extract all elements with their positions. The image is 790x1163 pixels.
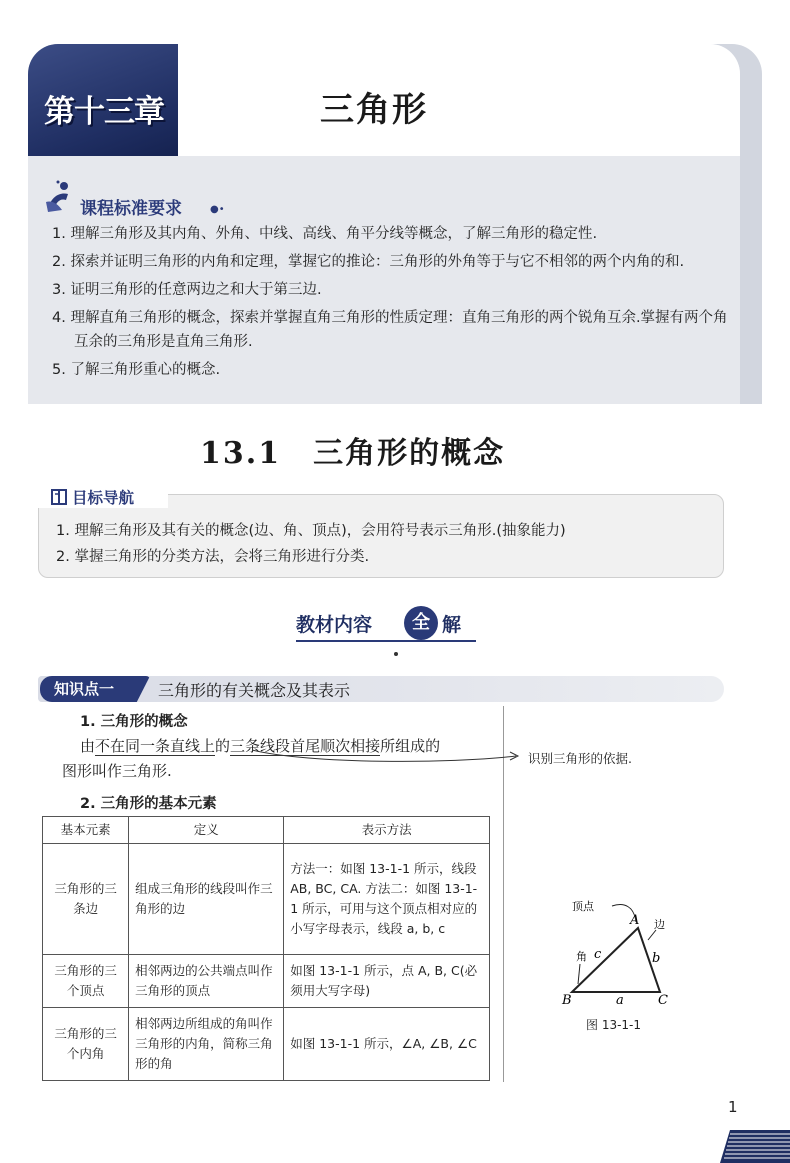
objectives-item: 1. 理解三角形及其有关的概念(边、角、顶点)，会用符号表示三角形.(抽象能力) — [56, 523, 566, 539]
annotation-arrow — [250, 746, 530, 774]
definition-text: 的 — [215, 737, 231, 755]
section-title: 13.1 三角形的概念 — [200, 436, 506, 471]
figure-caption: 图 13-1-1 — [586, 1018, 642, 1032]
table-header: 基本元素 — [43, 817, 129, 844]
side-c-label: c — [594, 947, 602, 962]
chapter-title: 三角形 — [320, 90, 428, 130]
objectives-item: 2. 掌握三角形的分类方法，会将三角形进行分类. — [56, 549, 370, 565]
table-cell: 方法一：如图 13-1-1 所示，线段 AB, BC, CA. 方法二：如图 13-1-1 所示，可用与这个顶点相对应的小写字母表示，线段 a, b, c — [284, 844, 490, 955]
side-callout-arrow — [648, 930, 656, 940]
side-a-label: a — [616, 993, 624, 1008]
side-callout-label: 边 — [654, 918, 665, 931]
table-cell: 三角形的三条边 — [43, 844, 129, 955]
table-cell: 三角形的三个内角 — [43, 1008, 129, 1081]
table-header-row — [43, 817, 490, 844]
elements-table — [42, 816, 490, 1081]
table-cell: 如图 13-1-1 所示，∠A, ∠B, ∠C — [284, 1008, 490, 1081]
definition-keyword: 三条线段 — [230, 737, 291, 755]
standards-item: 4. 理解直角三角形的概念，探索并掌握直角三角形的性质定理：直角三角形的两个锐角互余.掌握有两个角互余的三角形是直角三角形. — [52, 310, 728, 350]
objectives-heading: 目标导航 — [72, 489, 135, 507]
concept-heading: 1. 三角形的概念 — [80, 714, 188, 730]
reader-icon — [44, 178, 74, 214]
triangle-figure — [554, 892, 714, 1022]
banner-underline — [296, 640, 476, 642]
banner-dot — [394, 652, 398, 656]
table-row — [43, 955, 490, 1008]
vertex-b-label: B — [562, 993, 572, 1008]
definition-line: 图形叫作三角形. — [62, 762, 172, 780]
standards-item: 3. 证明三角形的任意两边之和大于第三边. — [52, 282, 322, 298]
content-banner-circle: 全 — [404, 606, 438, 640]
standards-heading: 课程标准要求 — [80, 199, 182, 219]
table-row — [43, 1008, 490, 1081]
table-cell: 相邻两边的公共端点叫作三角形的顶点 — [129, 955, 284, 1008]
side-note: 识别三角形的依据. — [528, 751, 632, 766]
angle-callout-label: 角 — [576, 950, 587, 963]
vertex-a-label: A — [630, 913, 640, 928]
objectives-list — [56, 518, 716, 570]
vertex-callout-label: 顶点 — [572, 900, 594, 913]
content-banner-right: 解 — [442, 614, 462, 636]
content-banner-left: 教材内容 — [296, 614, 373, 636]
dots-decoration: ●• — [210, 204, 225, 215]
definition-text: 所组成的 — [380, 737, 441, 755]
standards-item: 2. 探索并证明三角形的内角和定理，掌握它的推论：三角形的外角等于与它不相邻的两个内角的和. — [52, 254, 685, 270]
definition-keyword: 不在同一条直线上 — [95, 737, 216, 755]
definition-keyword: 首尾顺次相接 — [290, 737, 381, 755]
table-cell: 组成三角形的线段叫作三角形的边 — [129, 844, 284, 955]
side-b-label: b — [652, 951, 661, 966]
standards-item: 5. 了解三角形重心的概念. — [52, 362, 221, 378]
book-icon — [50, 488, 68, 506]
standards-list — [52, 222, 732, 386]
table-cell: 相邻两边所组成的角叫作三角形的内角，简称三角形的角 — [129, 1008, 284, 1081]
table-header: 定义 — [129, 817, 284, 844]
elements-heading: 2. 三角形的基本元素 — [80, 796, 217, 812]
angle-callout-arrow — [578, 964, 580, 984]
knowledge-point-title: 三角形的有关概念及其表示 — [158, 681, 351, 700]
chapter-badge-label: 第十三章 — [44, 94, 164, 130]
definition-text: 由 — [80, 737, 96, 755]
page-corner-decoration — [700, 1090, 790, 1163]
knowledge-point-tag-label: 知识点一 — [54, 680, 115, 698]
vertex-c-label: C — [658, 993, 668, 1008]
table-header: 表示方法 — [284, 817, 490, 844]
page-number: 1 — [728, 1098, 738, 1116]
table-cell: 如图 13-1-1 所示，点 A, B, C(必须用大写字母) — [284, 955, 490, 1008]
standards-item: 1. 理解三角形及其内角、外角、中线、高线、角平分线等概念，了解三角形的稳定性. — [52, 226, 598, 242]
table-row — [43, 844, 490, 955]
table-cell: 三角形的三个顶点 — [43, 955, 129, 1008]
